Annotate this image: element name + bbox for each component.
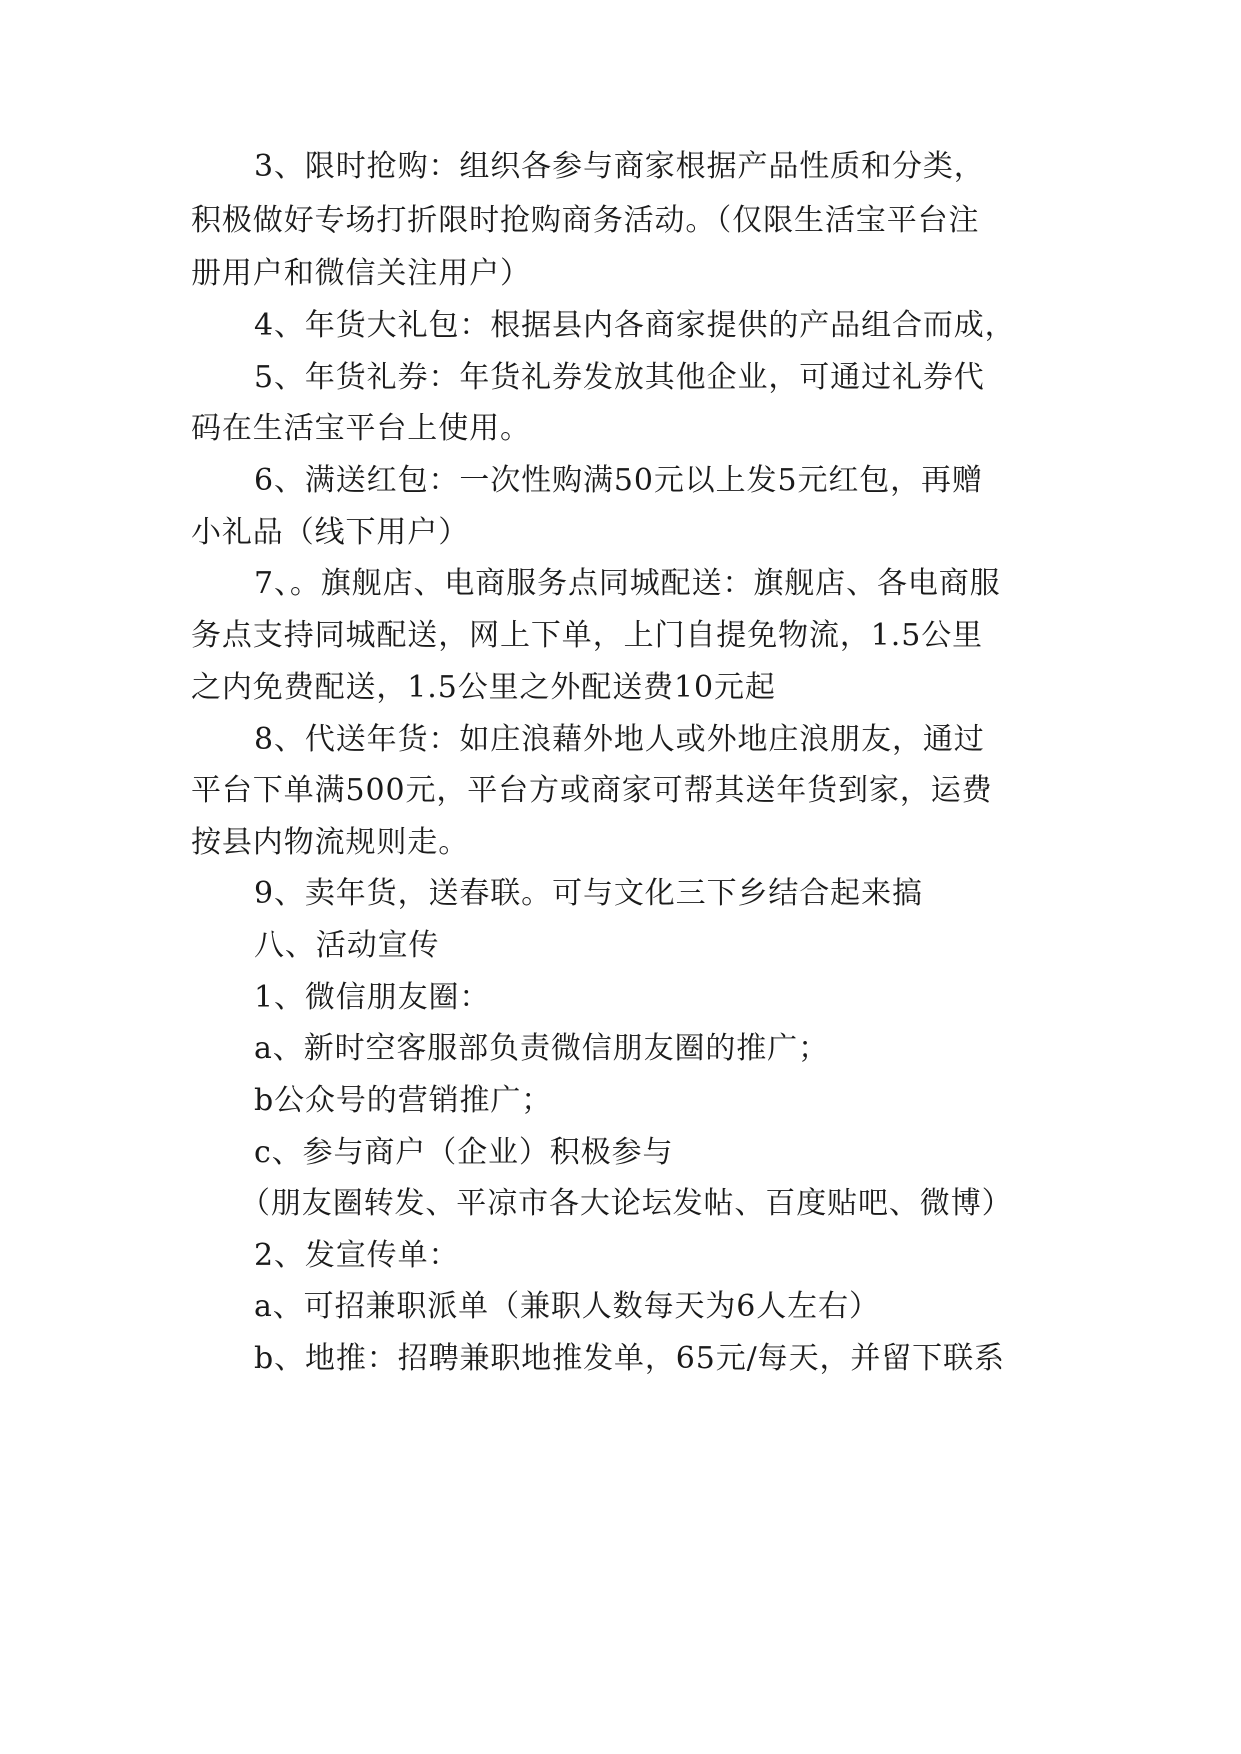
text-line: 5、年货礼券：年货礼券发放其他企业，可通过礼券代	[254, 360, 985, 395]
text-line: 9、卖年货，送春联。可与文化三下乡结合起来搞	[254, 876, 923, 911]
text-line: 6、满送红包：一次性购满50元以上发5元红包，再赠	[254, 463, 983, 498]
text-line: （朋友圈转发、平凉市各大论坛发帖、百度贴吧、微博）	[240, 1186, 1013, 1221]
text-line: a、可招兼职派单（兼职人数每天为6人左右）	[254, 1289, 880, 1324]
text-line: 务点支持同城配送，网上下单，上门自提免物流，1.5公里	[191, 618, 984, 653]
text-line: 8、代送年货：如庄浪藉外地人或外地庄浪朋友，通过	[254, 722, 985, 757]
text-line: b、地推：招聘兼职地推发单，65元/每天，并留下联系	[254, 1341, 1005, 1376]
text-line: 册用户和微信关注用户）	[191, 256, 531, 291]
text-line: 1、微信朋友圈：	[254, 980, 491, 1015]
text-line: 3、限时抢购：组织各参与商家根据产品性质和分类，	[254, 149, 985, 184]
text-line: 按县内物流规则走。	[191, 825, 470, 860]
text-line: 4、年货大礼包：根据县内各商家提供的产品组合而成，	[254, 308, 1016, 343]
section-heading: 八、活动宣传	[254, 928, 440, 963]
text-line: 码在生活宝平台上使用。	[191, 411, 531, 446]
text-line: 7、。旗舰店、电商服务点同城配送：旗舰店、各电商服	[254, 566, 1001, 601]
text-line: 2、发宣传单：	[254, 1238, 460, 1273]
text-line: b公众号的营销推广；	[254, 1083, 553, 1118]
text-line: 之内免费配送，1.5公里之外配送费10元起	[191, 670, 776, 705]
text-line: c、参与商户（企业）积极参与	[254, 1135, 674, 1170]
text-line: 小礼品（线下用户）	[191, 515, 470, 550]
text-line: a、新时空客服部负责微信朋友圈的推广；	[254, 1031, 829, 1066]
text-line: 平台下单满500元，平台方或商家可帮其送年货到家，运费	[191, 773, 993, 808]
text-line: 积极做好专场打折限时抢购商务活动。（仅限生活宝平台注	[191, 203, 980, 238]
